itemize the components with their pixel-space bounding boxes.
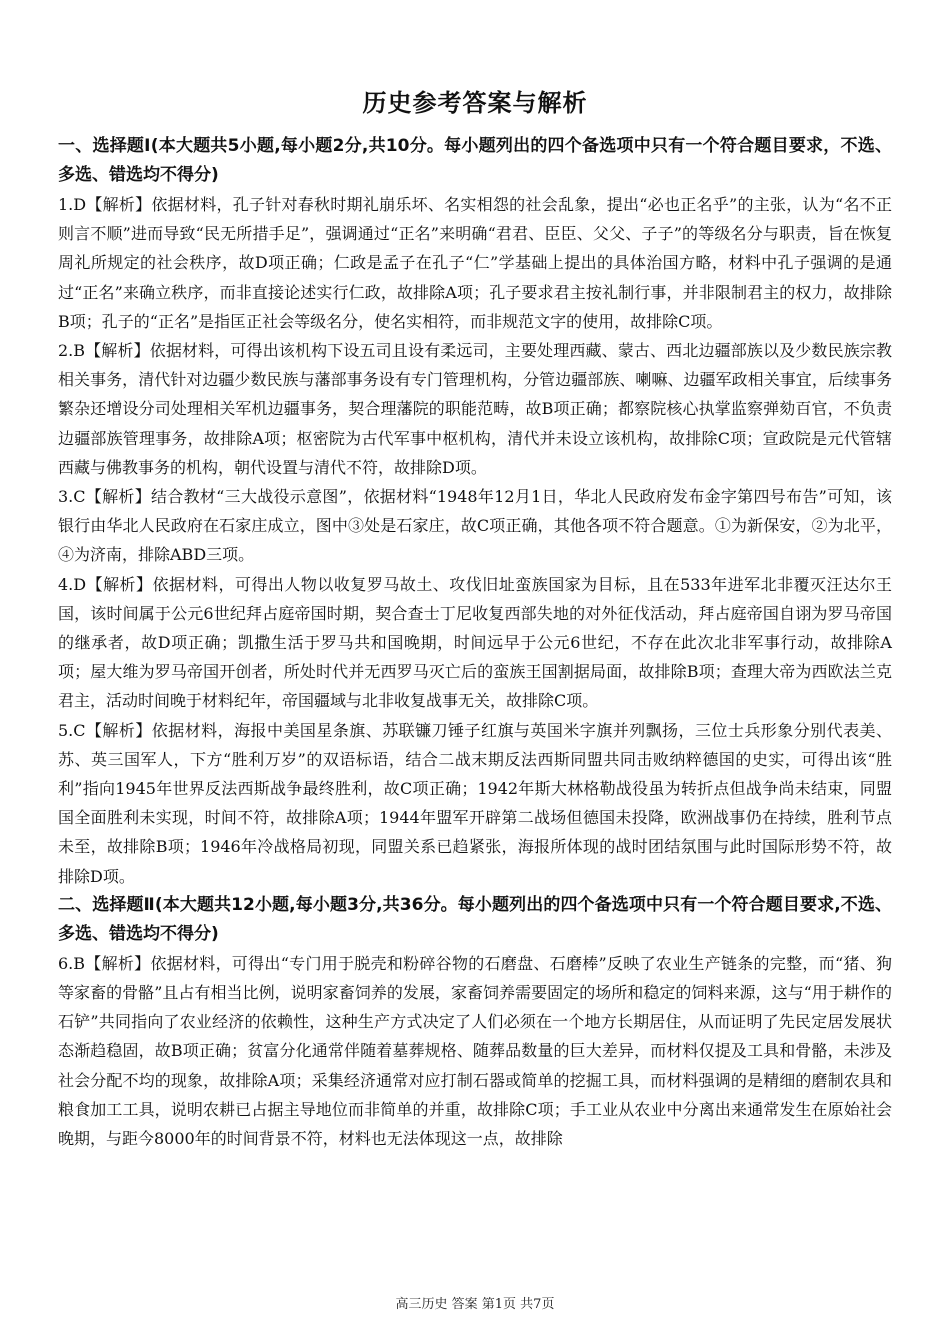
- answer-item-3: 3.C【解析】结合教材“三大战役示意图”，依据材料“1948年12月1日，华北人民政府发布金字第四号布告”可知，该银行由华北人民政府在石家庄成立，图中③处是石家庄，故C项正确，其他各项不符合题意。①为新保安，②为北平，④为济南，排除ABD三项。: [58, 487, 892, 565]
- page-title: 历史参考答案与解析: [362, 89, 588, 117]
- answer-item-2: 2.B【解析】依据材料，可得出该机构下设五司且设有柔远司，主要处理西藏、蒙古、西北边疆部族以及少数民族宗教相关事务，清代针对边疆少数民族与藩部事务设有专门管理机构，分管边疆部族、喇嘛、边疆军政相关事宜，后续事务繁杂还增设分司处理相关军机边疆事务，契合理藩院的职能范畴，故B项正确；都察院核心执掌监察弹劾百官，不负责边疆部族管理事务，故排除A项；枢密院为古代军事中枢机构，清代并未设立该机构，故排除C项；宣政院是元代管辖西藏与佛教事务的机构，朝代设置与清代不符，故排除D项。: [58, 341, 892, 477]
- answer-sheet-page: [58, 86, 892, 1153]
- answer-item-5: 5.C【解析】依据材料，海报中美国星条旗、苏联镰刀锤子红旗与英国米字旗并列飘扬，三位士兵形象分别代表美、苏、英三国军人，下方“胜利万岁”的双语标语，结合二战末期反法西斯同盟共同击败纳粹德国的史实，可得出该“胜利”指向1945年世界反法西斯战争最终胜利，故C项正确；1942年斯大林格勒战役虽为转折点但战争尚未结束，同盟国全面胜利未实现，时间不符，故排除A项；1944年盟军开辟第二战场但德国未投降，欧洲战事仍在持续，胜利节点未至，故排除B项；1946年冷战格局初现，同盟关系已趋紧张，海报所体现的战时团结氛围与此时国际形势不符，故排除D项。: [58, 720, 892, 886]
- section-heading-choice-1: 一、选择题Ⅰ(本大题共5小题,每小题2分,共10分。每小题列出的四个备选项中只有一个符合题目要求，不选、多选、错选均不得分): [58, 136, 892, 185]
- answer-item-6: 6.B【解析】依据材料，可得出“专门用于脱壳和粉碎谷物的石磨盘、石磨棒”反映了农业生产链条的完整，而“猪、狗等家畜的骨骼”且占有相当比例，说明家畜饲养的发展，家畜饲养需要固定的场所和稳定的饲料来源，这与“用于耕作的石铲”共同指向了农业经济的依赖性，这种生产方式决定了人们必须在一个地方长期居住，从而证明了先民定居发展状态渐趋稳固，故B项正确；贫富分化通常伴随着墓葬规格、随葬品数量的巨大差异，而材料仅提及工具和骨骼，未涉及社会分配不均的现象，故排除A项；采集经济通常对应打制石器或简单的挖掘工具，而材料强调的是精细的磨制农具和粮食加工工具，说明农耕已占据主导地位而非简单的并重，故排除C项；手工业从农业中分离出来通常发生在原始社会晚期，与距今8000年的时间背景不符，材料也无法体现这一点，故排除: [58, 953, 892, 1149]
- answer-item-1: 1.D【解析】依据材料，孔子针对春秋时期礼崩乐坏、名实相怨的社会乱象，提出“必也正名乎”的主张，认为“名不正则言不顺”进而导致“民无所措手足”，强调通过“正名”来明确“君君、臣臣、父父、子子”的等级名分与职责，旨在恢复周礼所规定的社会秩序，故D项正确；仁政是孟子在孔子“仁”学基础上提出的具体治国方略，材料中孔子强调的是通过“正名”来确立秩序，而非直接论述实行仁政，故排除A项；孔子要求君主按礼制行事，并非限制君主的权力，故排除B项；孔子的“正名”是指匡正社会等级名分，使名实相符，而非规范文字的使用，故排除C项。: [58, 195, 892, 331]
- section-heading-choice-2: 二、选择题Ⅱ(本大题共12小题,每小题3分,共36分。每小题列出的四个备选项中只有一个符合题目要求,不选、多选、错选均不得分): [58, 894, 892, 944]
- answer-item-4: 4.D【解析】依据材料，可得出人物以收复罗马故土、攻伐旧址蛮族国家为目标，且在533年进军北非覆灭汪达尔王国，该时间属于公元6世纪拜占庭帝国时期，契合查士丁尼收复西部失地的对外征伐活动，拜占庭帝国自诩为罗马帝国的继承者，故D项正确；凯撒生活于罗马共和国晚期，时间远早于公元6世纪，不存在此次北非军事行动，故排除A项；屋大维为罗马帝国开创者，所处时代并无西罗马灭亡后的蛮族王国割据局面，故排除B项；查理大帝为西欧法兰克君主，活动时间晚于材料纪年，帝国疆域与北非收复战事无关，故排除C项。: [58, 574, 892, 711]
- page-footer: 高三历史 答案 第1页 共7页: [395, 1297, 555, 1312]
